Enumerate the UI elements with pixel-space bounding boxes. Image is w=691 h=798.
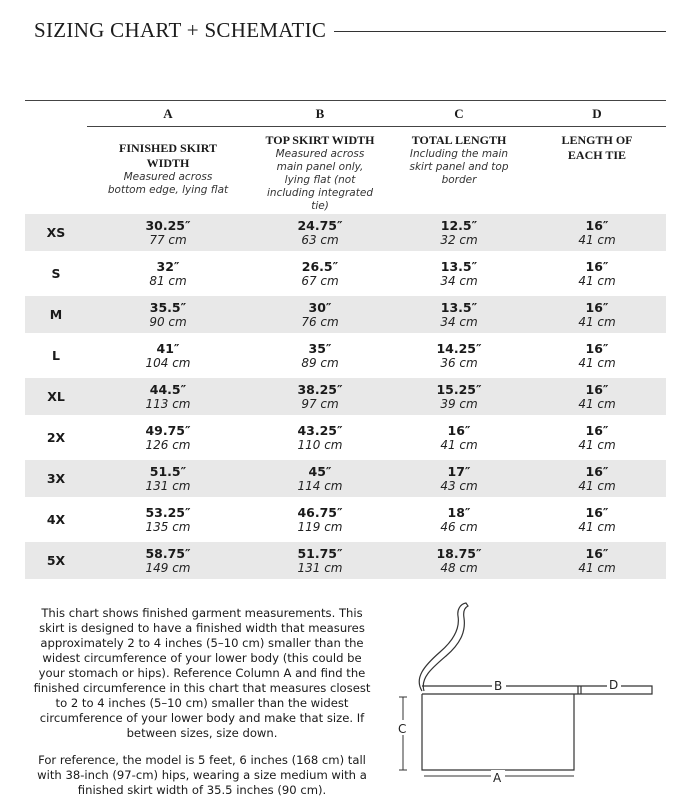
value-cm: 113 cm [145, 397, 191, 411]
value-inches: 12.5″ [440, 218, 478, 233]
value-inches: 16″ [585, 505, 609, 520]
cell-b [245, 547, 395, 575]
value-cm: 39 cm [440, 397, 478, 411]
value-inches: 26.5″ [301, 259, 339, 274]
value-inches: 14.25″ [436, 341, 482, 356]
value-inches: 49.75″ [145, 423, 191, 438]
column-heading-c [383, 133, 535, 187]
value-cm: 43 cm [440, 479, 478, 493]
cell-a [93, 383, 243, 411]
value-cm: 32 cm [440, 233, 478, 247]
value-inches: 32″ [156, 259, 180, 274]
size-label: XS [46, 225, 66, 240]
cell-b [245, 219, 395, 247]
column-heading-a-title: FINISHED SKIRT WIDTH [119, 141, 217, 170]
value-cm: 110 cm [297, 438, 343, 452]
cell-b [245, 301, 395, 329]
value-inches: 46.75″ [297, 505, 343, 520]
value-cm: 41 cm [578, 233, 616, 247]
cell-c [383, 260, 535, 288]
size-label: XL [47, 389, 65, 404]
value-inches: 16″ [585, 546, 609, 561]
table-body [25, 214, 666, 579]
table-row [25, 419, 666, 456]
cell-c [383, 506, 535, 534]
cell-a [93, 465, 243, 493]
column-letter-d: D [592, 105, 602, 121]
cell-a [93, 547, 243, 575]
dimension-label-c: C [398, 722, 407, 736]
cell-d [527, 465, 667, 493]
value-inches: 24.75″ [297, 218, 343, 233]
column-heading-c-subtitle: Including the main skirt panel and top border [409, 148, 509, 186]
table-row [25, 255, 666, 292]
value-inches: 35.5″ [149, 300, 187, 315]
value-inches: 18.75″ [436, 546, 482, 561]
value-cm: 67 cm [301, 274, 339, 288]
sizing-note [28, 606, 376, 798]
table-row [25, 296, 666, 333]
value-inches: 53.25″ [145, 505, 191, 520]
cell-c [383, 424, 535, 452]
cell-d [527, 506, 667, 534]
size-label: 4X [46, 512, 66, 527]
cell-b [245, 260, 395, 288]
cell-b [245, 506, 395, 534]
value-cm: 77 cm [149, 233, 187, 247]
dimension-label-b: B [494, 679, 503, 693]
table-row [25, 337, 666, 374]
value-inches: 43.25″ [297, 423, 343, 438]
value-cm: 41 cm [440, 438, 478, 452]
cell-d [527, 547, 667, 575]
value-inches: 58.75″ [145, 546, 191, 561]
cell-b [245, 465, 395, 493]
value-inches: 16″ [585, 300, 609, 315]
value-cm: 149 cm [145, 561, 191, 575]
value-inches: 35″ [308, 341, 332, 356]
cell-c [383, 342, 535, 370]
dimension-lines [399, 686, 648, 776]
cell-a [93, 219, 243, 247]
value-cm: 131 cm [145, 479, 191, 493]
value-inches: 16″ [585, 382, 609, 397]
column-heading-b-subtitle: Measured across main panel only, lying flat (not including integrated tie) [267, 148, 373, 212]
value-cm: 41 cm [578, 356, 616, 370]
value-inches: 15.25″ [436, 382, 482, 397]
value-inches: 13.5″ [440, 259, 478, 274]
value-inches: 16″ [447, 423, 471, 438]
cell-d [527, 219, 667, 247]
value-cm: 89 cm [301, 356, 339, 370]
cell-c [383, 465, 535, 493]
skirt-schematic [388, 598, 668, 793]
skirt-panel [422, 694, 574, 770]
size-label: S [51, 266, 61, 281]
size-label: 5X [46, 553, 66, 568]
value-cm: 119 cm [297, 520, 343, 534]
column-heading-a-subtitle: Measured across bottom edge, lying flat [107, 171, 229, 196]
value-cm: 104 cm [145, 356, 191, 370]
value-inches: 18″ [447, 505, 471, 520]
size-label: 2X [46, 430, 66, 445]
value-inches: 16″ [585, 464, 609, 479]
value-cm: 76 cm [301, 315, 339, 329]
cell-d [527, 424, 667, 452]
value-cm: 41 cm [578, 315, 616, 329]
column-letter-row [25, 101, 666, 126]
value-cm: 41 cm [578, 438, 616, 452]
value-inches: 41″ [156, 341, 180, 356]
value-cm: 46 cm [440, 520, 478, 534]
dimension-label-a: A [493, 771, 502, 785]
value-cm: 126 cm [145, 438, 191, 452]
value-inches: 30.25″ [145, 218, 191, 233]
cell-c [383, 383, 535, 411]
value-inches: 38.25″ [297, 382, 343, 397]
value-inches: 16″ [585, 218, 609, 233]
table-row [25, 542, 666, 579]
value-cm: 41 cm [578, 561, 616, 575]
column-heading-row [25, 127, 666, 214]
cell-d [527, 342, 667, 370]
cell-a [93, 342, 243, 370]
value-cm: 36 cm [440, 356, 478, 370]
value-cm: 97 cm [301, 397, 339, 411]
value-inches: 44.5″ [149, 382, 187, 397]
column-heading-d [527, 133, 667, 163]
table-row [25, 378, 666, 415]
size-label: L [52, 348, 60, 363]
dimension-label-d: D [609, 678, 619, 692]
value-cm: 41 cm [578, 479, 616, 493]
cell-b [245, 424, 395, 452]
value-inches: 51.75″ [297, 546, 343, 561]
column-heading-b-title: TOP SKIRT WIDTH [265, 133, 375, 147]
page-title: SIZING CHART + SCHEMATIC [34, 18, 327, 42]
cell-c [383, 547, 535, 575]
value-cm: 34 cm [440, 274, 478, 288]
cell-a [93, 260, 243, 288]
cell-a [93, 424, 243, 452]
value-cm: 41 cm [578, 397, 616, 411]
value-cm: 131 cm [297, 561, 343, 575]
column-heading-a [93, 141, 243, 197]
value-inches: 13.5″ [440, 300, 478, 315]
column-heading-d-title: LENGTH OF EACH TIE [561, 133, 633, 162]
value-cm: 135 cm [145, 520, 191, 534]
value-cm: 81 cm [149, 274, 187, 288]
column-letter-a: A [163, 105, 173, 121]
value-cm: 48 cm [440, 561, 478, 575]
column-letter-b: B [315, 105, 325, 121]
cell-a [93, 301, 243, 329]
value-inches: 51.5″ [149, 464, 187, 479]
value-inches: 45″ [308, 464, 332, 479]
value-cm: 34 cm [440, 315, 478, 329]
value-inches: 30″ [308, 300, 332, 315]
cell-b [245, 383, 395, 411]
value-cm: 41 cm [578, 520, 616, 534]
model-reference-paragraph: For reference, the model is 5 feet, 6 inches (168 cm) tall with 38-inch (97-cm) hips, wearing a size medium with a finished skirt width of 35.5 inches (90 cm). [37, 753, 367, 797]
title-rule [334, 31, 666, 32]
cell-b [245, 342, 395, 370]
cell-a [93, 506, 243, 534]
column-heading-b [245, 133, 395, 213]
value-inches: 16″ [585, 423, 609, 438]
size-label: M [49, 307, 63, 322]
cell-c [383, 219, 535, 247]
value-cm: 90 cm [149, 315, 187, 329]
column-heading-c-title: TOTAL LENGTH [411, 133, 507, 147]
value-cm: 41 cm [578, 274, 616, 288]
size-label: 3X [46, 471, 66, 486]
sizing-note-paragraph: This chart shows finished garment measurements. This skirt is designed to have a finished width that measures approximately 2 to 4 inches (5–10 cm) smaller than the widest circumference of your lower body (this could be your stomach or hips). Reference Column A and find the finished circumference in this chart that measures closest to 2 to 4 inches (5–10 cm) smaller than the widest circumference of your lower body and make that size. If between sizes, size down. [33, 606, 371, 740]
value-inches: 16″ [585, 259, 609, 274]
tie-curve [419, 603, 468, 691]
value-cm: 114 cm [297, 479, 343, 493]
column-letter-c: C [454, 105, 464, 121]
table-row [25, 501, 666, 538]
cell-d [527, 383, 667, 411]
table-row [25, 460, 666, 497]
value-inches: 17″ [447, 464, 471, 479]
value-inches: 16″ [585, 341, 609, 356]
cell-d [527, 260, 667, 288]
value-cm: 63 cm [301, 233, 339, 247]
table-row [25, 214, 666, 251]
cell-c [383, 301, 535, 329]
cell-d [527, 301, 667, 329]
sizing-table [25, 100, 666, 583]
